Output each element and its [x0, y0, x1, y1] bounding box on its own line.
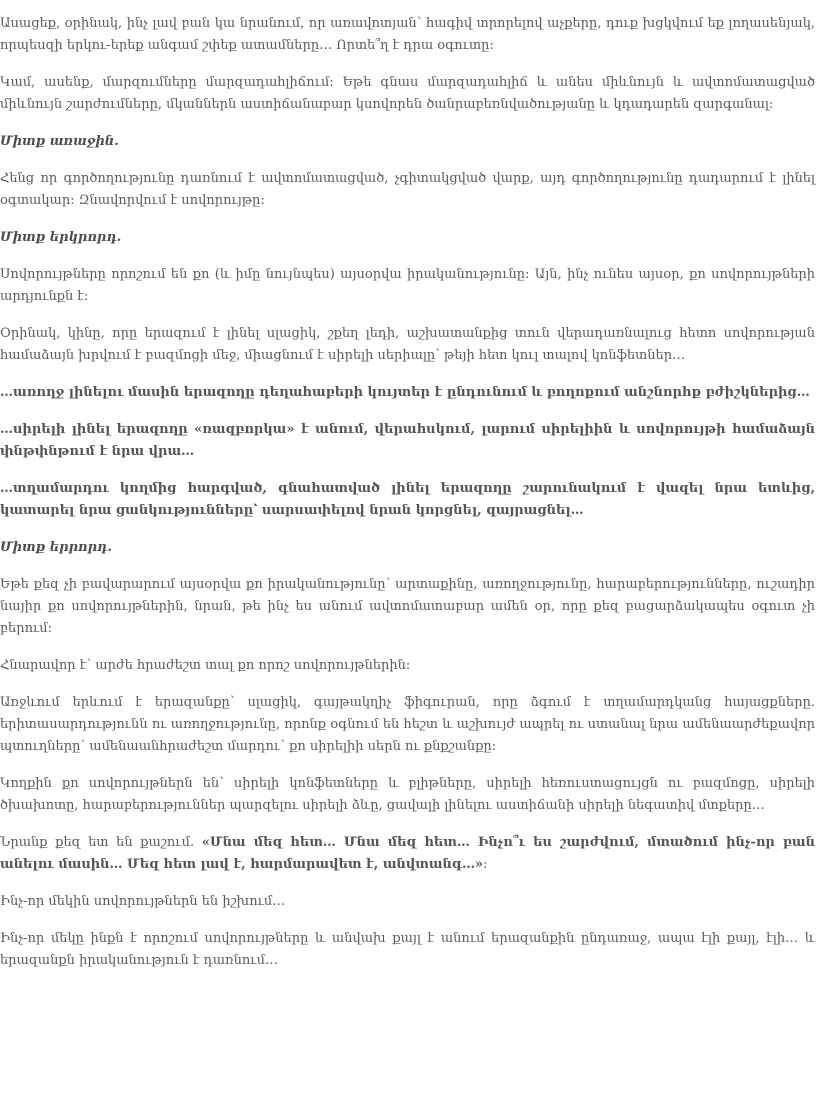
paragraph: Ինչ-որ մեկին սովորույթներն են իշխում… [0, 894, 286, 909]
paragraph-lead: Նրանք քեզ ետ են քաշում. [0, 835, 202, 850]
paragraph-with-quote [0, 832, 816, 876]
paragraph: Կողքին քո սովորույթներն են՝ սիրելի կոնֆետները և բլիթները, սիրելի հեռուստացույցն ու բազմոցը, սիրելի ծխախոտը, հարաբերություններ պարզելու սիրելի ձևը, ցավալի լինելու աստիճանի սիրելի նեգատիվ մտքերը… [0, 776, 815, 813]
bold-paragraph: …սիրելի լինել երազողը «ռազբորկա» է անում, վերահսկում, լարում սիրելիին և սովորույթի համաձայն փնթփնթում է նրա վրա… [0, 422, 815, 459]
bold-paragraph: …տղամարդու կողմից հարգված, գնահատված լինել երազողը շարունակում է վազել նրա ետևից, կատարել նրա ցանկությունները՝ սարսափելով նրան կորցնել, զայրացնել… [0, 481, 815, 518]
bold-paragraph: …առողջ լինելու մասին երազողը դեղահաբերի կույտեր է ընդունում և բողոքում անշնորհք բժիշկներից… [0, 385, 810, 400]
paragraph: Եթե քեզ չի բավարարում այսօրվա քո իրականությունը՝ արտաքինը, առողջությունը, հարաբերությունները, ուշադիր նայիր քո սովորույթներին, նրան, թե ինչ ես անում ավտոմատաբար ամեն օր, որը քեզ բացարձակապես օգուտ չի բերում: [0, 577, 815, 636]
section-heading: Միտք առաջին. [0, 134, 119, 149]
paragraph-tail: : [483, 857, 488, 872]
section-heading: Միտք երկրորդ. [0, 230, 122, 245]
paragraph: Հենց որ գործողությունը դառնում է ավտոմատացված, չգիտակցված վարք, այդ գործողությունը դադարում է լինել օգտակար: Զնավորվում է սովորույթը: [0, 171, 815, 208]
paragraph: Ինչ-որ մեկը ինքն է որոշում սովորույթները և անվախ քայլ է անում երազանքին ընդառաջ, ապա էլի քայլ, էլի… և երազանքն իրականություն է դառնում… [0, 931, 815, 968]
paragraph: Ասացեք, օրինակ, ինչ լավ բան կա նրանում, որ առավոտյան՝ հագիվ տրորելով աչքերը, դուք խցկվում եք լողասենյակ, որպեսզի երկու-երեք անգամ շփեք ատամները… Որտե՞ղ է դրա օգուտը: [0, 16, 815, 53]
section-heading: Միտք երրորդ. [0, 540, 112, 555]
document-body [0, 13, 816, 987]
paragraph: Հնարավոր է՝ արժե հրաժեշտ տալ քո որոշ սովորույթներին: [0, 658, 411, 673]
bold-quote: «Մնա մեզ հետ… Մնա մեզ հետ… Ինչո՞ւ ես շարժվում, մտածում ինչ-որ բան անելու մասին… Մեզ հետ լավ է, հարմարավետ է, անվտանգ…» [0, 835, 815, 872]
paragraph: Սովորույթները որոշում են քո (և իմը նույնպես) այսօրվա իրականությունը: Այն, ինչ ունես այսօր, քո սովորույթների արդյունքն է: [0, 267, 815, 304]
paragraph: Կամ, ասենք, մարզումները մարզադահլիճում: Եթե գնաս մարզադահլիճ և անես միևնույն և ավտոմատացված միևնույն շարժումները, մկաններն աստիճանաբար կսովորեն ծանրաբեռնվածությանը և կդադարեն զարգանալ: [0, 75, 815, 112]
paragraph: Օրինակ, կինը, որը երազում է լինել սլացիկ, շքեղ լեդի, աշխատանքից տուն վերադառնալուց հետո սովորության համաձայն խրվում է բազմոցի մեջ, միացնում է սիրելի սերիալը՝ թեյի հետ կուլ տալով կոնֆետներ… [0, 326, 815, 363]
paragraph: Առջևում երևում է երազանքը՝ սլացիկ, գայթակղիչ ֆիգուրան, որը ձգում է տղամարդկանց հայացքները. երիտասարդությունն ու առողջությունը, որոնք օգնում են հեշտ և աշխույժ ապրել ու ստանալ նրա ամենաարժեքավոր պտուղները՝ ամենաանհրաժեշտ մարդու՝ քո սիրելիի սերն ու քնքշանքը: [0, 695, 815, 754]
